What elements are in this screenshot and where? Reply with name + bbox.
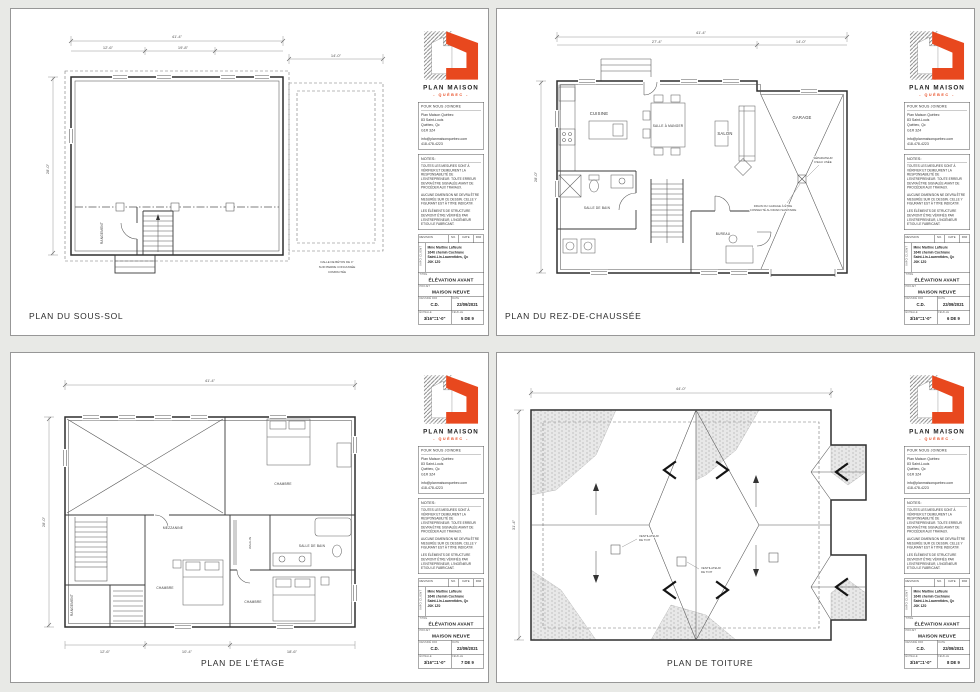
notes-box (904, 154, 970, 230)
scale-sheet-row (419, 310, 484, 324)
projet-label: PROJET (905, 284, 916, 288)
date-cell: DATE 22/09/2021 (937, 640, 970, 654)
titre-value: ÉLÉVATION AVANT (428, 620, 474, 627)
title-block-lower (904, 578, 970, 668)
room-label-chambre: CHAMBRE (156, 586, 174, 590)
title-block (416, 11, 486, 338)
drawn-by-cell: DESSINÉ PAR C.D. (905, 296, 937, 310)
sheet-title: PLAN DU REZ-DE-CHAUSSÉE (505, 311, 642, 321)
contact-line: Québec, Qc (421, 467, 440, 472)
garage-interior (753, 95, 843, 277)
contact-box (904, 102, 970, 149)
client-address (426, 243, 484, 272)
vent-label: VENTILATEUR (701, 566, 721, 570)
contact-box (904, 446, 970, 493)
client-line: Saint-Lin-Laurentides, Qc (427, 255, 469, 260)
logo-house-cutout (918, 381, 938, 418)
client-line: Mme Martine Lafleure (913, 589, 948, 594)
client-line: Mme Martine Lafleure (427, 589, 462, 594)
note-paragraph: LES ÉLÉMENTS DE STRUCTURE DEVRONT ÊTRE VÉRIFIÉS PAR L'ENTREPRENEUR, L'INGÉNIEUR ET/OU LE FABRICANT. (421, 553, 472, 571)
scale-cell: ÉCHELLE 3/16"=1'-0" (905, 310, 937, 324)
note-paragraph: AUCUNE DIMENSION NE DEVRA ÊTRE MESURÉE SUR CE DESSIN. CELLE Y FIGURANT EST À TITRE INDICATIF. (907, 537, 966, 550)
revision-col-par: PAR (959, 235, 970, 243)
vent-label: DE TOIT (701, 570, 713, 574)
drawn-by-value: C.D. (916, 645, 925, 651)
scale-value: 3/16"=1'-0" (423, 659, 446, 665)
room-label-bureau: BUREAU (715, 232, 731, 236)
client-line: 1640 chemin Cochrane (427, 594, 464, 599)
slope-arrows (593, 462, 847, 598)
svg-text:DALLE DE BÉTON DE 4": DALLE DE BÉTON DE 4" (320, 260, 354, 264)
sheet-number-cell: FEUILLE 7 DE 9 (451, 654, 484, 668)
contact-line: Plan Maison Québec (421, 113, 454, 118)
dimension-label: 31'-4" (511, 519, 516, 531)
logo-house-cutout (432, 381, 452, 418)
contact-phone: 418-478-4223 (421, 142, 443, 146)
projet-row (905, 284, 970, 296)
contact-email: info@planmaisonquebec.com (907, 481, 954, 485)
client-address (912, 243, 970, 272)
client-line: Mme Martine Lafleure (427, 245, 462, 250)
logo-house-cutout (918, 37, 938, 74)
scale-cell: ÉCHELLE 3/16"=1'-0" (419, 654, 451, 668)
spacer (907, 477, 967, 481)
room-label-rangement: RANGEMENT (100, 221, 104, 245)
svg-text:DRAIN DU GARAGE À ÊTRE: DRAIN DU GARAGE À ÊTRE (753, 204, 793, 208)
dimension-label: 12'-6" (102, 45, 114, 50)
client-line: J0K 1Z0 (913, 604, 927, 609)
notes-box (904, 498, 970, 574)
dimension-label: 18'-6" (286, 649, 298, 654)
contact-line: G1R 3Z4 (421, 472, 436, 477)
notes-header: NOTES: (907, 500, 967, 506)
client-line: Mme Martine Lafleure (913, 245, 948, 250)
sheet-number-cell: FEUILLE 6 DE 9 (937, 310, 970, 324)
room-label-salle-de-bain: SALLE DE BAIN (298, 544, 326, 548)
contact-header: POUR NOUS JOINDRE (421, 105, 481, 112)
revision-row (419, 579, 484, 587)
scale-cell: ÉCHELLE 3/16"=1'-0" (419, 310, 451, 324)
walkin-closet (234, 520, 236, 565)
contact-header: POUR NOUS JOINDRE (907, 105, 967, 112)
sheet-number-value: 6 DE 9 (946, 315, 960, 321)
logo-orange-mark (932, 375, 964, 423)
client-line: 1640 chemin Cochrane (913, 594, 950, 599)
client-address (912, 587, 970, 616)
sheet-number-value: 7 DE 9 (460, 659, 474, 665)
room-label-chambre: CHAMBRE (244, 600, 262, 604)
revision-label: REVISION (419, 235, 433, 239)
contact-line: 83 Saint-Louis (907, 462, 930, 467)
projet-value: MAISON NEUVE (917, 632, 956, 639)
scale-sheet-row (905, 654, 970, 668)
dimension-label: 19'-8" (177, 45, 189, 50)
revision-label: REVISION (419, 579, 433, 583)
client-line: Saint-Lin-Laurentides, Qc (913, 599, 955, 604)
notes-header: NOTES: (421, 156, 481, 162)
stairs (651, 179, 683, 243)
salon-furniture (715, 106, 755, 175)
open-to-below-area (67, 419, 223, 513)
sheet-number-value: 8 DE 9 (946, 659, 960, 665)
client-address (426, 587, 484, 616)
titre-row (905, 616, 970, 628)
title-block (902, 11, 972, 338)
contact-line: Plan Maison Québec (421, 457, 454, 462)
contact-line: 83 Saint-Louis (907, 118, 930, 123)
foundation-note (319, 259, 356, 274)
projet-row (419, 628, 484, 640)
notes-box (418, 498, 484, 574)
contact-line: Québec, Qc (907, 123, 926, 128)
brand-region: - QUÉBEC - (433, 92, 469, 97)
dimension-label: 28'-0" (45, 163, 50, 175)
toiture-drawing (501, 355, 903, 673)
title-block (416, 355, 486, 682)
date-value: 22/09/2021 (456, 645, 478, 651)
revision-col-date: DATE (945, 579, 960, 587)
logo-orange-mark (446, 31, 478, 79)
sheet-plan-du-sous-sol (10, 8, 489, 336)
footing-dashed-outline (65, 71, 289, 261)
drawn-date-row (905, 296, 970, 310)
scale-sheet-row (419, 654, 484, 668)
room-label-garage: GARAGE (792, 115, 812, 120)
spacer (421, 133, 481, 137)
svg-text:SUR PIERRE CONCASSÉE: SUR PIERRE CONCASSÉE (318, 265, 356, 269)
brand-name: PLAN MAISON (909, 84, 965, 91)
client-line: J0K 1Z0 (913, 260, 927, 265)
date-cell: DATE 22/09/2021 (451, 640, 484, 654)
revision-col-date: DATE (459, 235, 474, 243)
drawn-by-cell: DESSINÉ PAR C.D. (905, 640, 937, 654)
client-line: Saint-Lin-Laurentides, Qc (913, 255, 955, 260)
bedroom-center-furniture (173, 560, 223, 605)
contact-phone: 418-478-4223 (907, 142, 929, 146)
dimension-label: 27'-4" (651, 39, 663, 44)
dimension-label: 41'-4" (204, 378, 216, 383)
bathroom-fixtures (273, 518, 351, 566)
revision-col-par: PAR (959, 579, 970, 587)
basement-windows (68, 74, 270, 144)
client-line: 1640 chemin Cochrane (913, 250, 950, 255)
garage-foundation-dashed (289, 83, 383, 251)
date-value: 22/09/2021 (456, 301, 478, 307)
lower-stairs-storage (113, 591, 143, 621)
interior-walls (65, 417, 355, 627)
projet-label: PROJET (905, 628, 916, 632)
dimension-label: 44'-0" (675, 386, 687, 391)
title-block-lower (418, 578, 484, 668)
projet-row (419, 284, 484, 296)
titre-label: TITRE (905, 272, 914, 276)
projet-label: PROJET (419, 284, 430, 288)
projet-row (905, 628, 970, 640)
sheet-plan-du-rez-de-chaussee (496, 8, 975, 336)
scale-cell: ÉCHELLE 3/16"=1'-0" (905, 654, 937, 668)
note-paragraph: TOUTES LES MESURES SONT À VÉRIFIER ET DEMEURENT LA RESPONSABILITÉ DE L'ENTREPRENEUR. TOUTE ERREUR DEVRA ÊTRE SIGNALÉE AVANT DE PROCÉDER AUX TRAVAUX. (421, 164, 476, 190)
titre-value: ÉLÉVATION AVANT (914, 620, 960, 627)
sheet-number-value: 5 DE 9 (460, 315, 474, 321)
dimension-lines (45, 34, 385, 255)
revision-row (419, 235, 484, 243)
revision-col-no: NO. (934, 579, 945, 587)
title-block (902, 355, 972, 682)
drawn-date-row (419, 640, 484, 654)
contact-phone: 418-478-4223 (421, 486, 443, 490)
logo-hatched-square (424, 31, 452, 79)
notes-header: NOTES: (907, 156, 967, 162)
titre-row (419, 616, 484, 628)
basement-stairs (143, 211, 173, 255)
revision-label: REVISION (905, 579, 919, 583)
exterior-walls (65, 417, 355, 627)
dimension-label: 14'-0" (330, 53, 342, 58)
drawn-date-row (905, 640, 970, 654)
sheet-number-cell: FEUILLE 5 DE 9 (451, 310, 484, 324)
note-paragraph: TOUTES LES MESURES SONT À VÉRIFIER ET DEMEURENT LA RESPONSABILITÉ DE L'ENTREPRENEUR. TOUTE ERREUR DEVRA ÊTRE SIGNALÉE AVANT DE PROCÉDER AUX TRAVAUX. (421, 508, 476, 534)
dimension-label: 28'-0" (41, 516, 46, 528)
titre-label: TITRE (905, 616, 914, 620)
logo-hatched-square (424, 375, 452, 423)
projet-value: MAISON NEUVE (431, 288, 470, 295)
drawn-date-row (419, 296, 484, 310)
projet-value: MAISON NEUVE (431, 632, 470, 639)
contact-header: POUR NOUS JOINDRE (421, 449, 481, 456)
titre-value: ÉLÉVATION AVANT (428, 276, 474, 283)
revision-label: REVISION (905, 235, 919, 239)
revision-col-date: DATE (459, 579, 474, 587)
vent-label: VENTILATEUR (639, 534, 659, 538)
front-door (643, 77, 660, 95)
date-value: 22/09/2021 (942, 645, 964, 651)
sheet-number-cell: FEUILLE 8 DE 9 (937, 654, 970, 668)
svg-text:CONNECTÉ AU DRAIN SANITAIRE: CONNECTÉ AU DRAIN SANITAIRE (749, 208, 797, 212)
contact-line: G1R 3Z4 (421, 128, 436, 133)
titre-row (419, 272, 484, 284)
room-label-salon: SALON (717, 131, 733, 136)
client-line: Saint-Lin-Laurentides, Qc (427, 599, 469, 604)
room-labels (156, 482, 325, 604)
room-label-rangement: RANGEMENT (70, 593, 74, 617)
brand-region: - QUÉBEC - (919, 92, 955, 97)
dimension-label: 14'-0" (795, 39, 807, 44)
room-label-salle-a-manger: SALLE À MANGER (652, 124, 684, 128)
dimension-label: 41'-4" (695, 30, 707, 35)
bedroom-topright-furniture (267, 419, 351, 467)
room-label-salle-de-bain: SALLE DE BAIN (583, 206, 611, 210)
contact-box (418, 446, 484, 493)
vent-label: DE TOIT (639, 538, 651, 542)
sheet-plan-de-l-etage (10, 352, 489, 683)
client-info-vertical-label: INFO CLIENT (905, 243, 912, 272)
contact-line: Plan Maison Québec (907, 457, 940, 462)
client-line: 1640 chemin Cochrane (427, 250, 464, 255)
logo-orange-mark (932, 31, 964, 79)
dimension-label: 10'-4" (181, 649, 193, 654)
drawn-by-value: C.D. (430, 301, 439, 307)
roof-vents (611, 534, 778, 574)
brand-region: - QUÉBEC - (433, 436, 469, 441)
room-label-chambre: CHAMBRE (274, 482, 292, 486)
client-info-row (419, 242, 484, 272)
titre-label: TITRE (419, 272, 428, 276)
revision-col-par: PAR (473, 579, 484, 587)
contact-line: Plan Maison Québec (907, 113, 940, 118)
laundry-fixtures (563, 239, 595, 253)
brand-name: PLAN MAISON (423, 428, 479, 435)
brand-name: PLAN MAISON (423, 84, 479, 91)
exterior-stair-bump (115, 255, 155, 273)
room-label-mezzanine: MEZZANINE (162, 526, 184, 530)
client-info-row (905, 586, 970, 616)
revision-col-no: NO. (448, 235, 459, 243)
spacer (907, 133, 967, 137)
sheet-plan-de-toiture (496, 352, 975, 683)
upper-stairs (75, 517, 107, 581)
revision-col-no: NO. (448, 579, 459, 587)
sous-sol-drawing (15, 11, 417, 329)
notes-box (418, 154, 484, 230)
title-block-lower (904, 234, 970, 324)
projet-value: MAISON NEUVE (917, 288, 956, 295)
svg-text:D'EAU USÉE: D'EAU USÉE (814, 160, 832, 164)
room-label-cuisine: CUISINE (589, 111, 609, 116)
garage-drain-notes (750, 155, 833, 212)
drawn-by-cell: DESSINÉ PAR C.D. (419, 640, 451, 654)
dimension-label: 28'-0" (533, 171, 538, 183)
bedroom-bottomright-furniture (273, 577, 329, 621)
note-paragraph: LES ÉLÉMENTS DE STRUCTURE DEVRONT ÊTRE VÉRIFIÉS PAR L'ENTREPRENEUR, L'INGÉNIEUR ET/OU LE FABRICANT. (907, 209, 958, 227)
notes-header: NOTES: (421, 500, 481, 506)
dimension-label: 12'-6" (99, 649, 111, 654)
scale-value: 3/16"=1'-0" (909, 315, 932, 321)
contact-email: info@planmaisonquebec.com (421, 137, 468, 141)
plan-maison-quebec-logo (909, 372, 965, 427)
date-cell: DATE 22/09/2021 (937, 296, 970, 310)
contact-phone: 418-478-4223 (907, 486, 929, 490)
client-info-vertical-label: INFO CLIENT (419, 243, 426, 272)
exterior-walls (557, 81, 847, 273)
dimension-label: 41'-4" (171, 34, 183, 39)
logo-house-cutout (432, 37, 452, 74)
client-info-vertical-label: INFO CLIENT (905, 587, 912, 616)
titre-value: ÉLÉVATION AVANT (914, 276, 960, 283)
note-paragraph: AUCUNE DIMENSION NE DEVRA ÊTRE MESURÉE SUR CE DESSIN. CELLE Y FIGURANT EST À TITRE INDICATIF. (907, 193, 966, 206)
scale-value: 3/16"=1'-0" (423, 315, 446, 321)
revision-col-no: NO. (934, 235, 945, 243)
client-line: J0K 1Z0 (427, 260, 441, 265)
etage-drawing (15, 355, 417, 673)
sheet-title: PLAN DE TOITURE (667, 658, 754, 668)
contact-box (418, 102, 484, 149)
brand-name: PLAN MAISON (909, 428, 965, 435)
rez-de-chaussee-drawing (501, 11, 903, 329)
client-info-row (905, 242, 970, 272)
note-paragraph: TOUTES LES MESURES SONT À VÉRIFIER ET DEMEURENT LA RESPONSABILITÉ DE L'ENTREPRENEUR. TOUTE ERREUR DEVRA ÊTRE SIGNALÉE AVANT DE PROCÉDER AUX TRAVAUX. (907, 508, 962, 534)
contact-line: 83 Saint-Louis (421, 118, 444, 123)
revision-row (905, 235, 970, 243)
svg-text:COMPACTÉE: COMPACTÉE (327, 270, 347, 274)
logo-hatched-square (910, 31, 938, 79)
logo-orange-mark (446, 375, 478, 423)
titre-row (905, 272, 970, 284)
plan-maison-quebec-logo (909, 28, 965, 83)
revision-col-par: PAR (473, 235, 484, 243)
contact-header: POUR NOUS JOINDRE (907, 449, 967, 456)
bathroom-walls-and-fixtures (557, 171, 636, 229)
note-paragraph: AUCUNE DIMENSION NE DEVRA ÊTRE MESURÉE SUR CE DESSIN. CELLE Y FIGURANT EST À TITRE INDICATIF. (421, 193, 480, 206)
client-info-vertical-label: INFO CLIENT (419, 587, 426, 616)
contact-line: 83 Saint-Louis (421, 462, 444, 467)
kitchen-fixtures (559, 85, 627, 171)
revision-col-date: DATE (945, 235, 960, 243)
scale-sheet-row (905, 310, 970, 324)
note-paragraph: LES ÉLÉMENTS DE STRUCTURE DEVRONT ÊTRE VÉRIFIÉS PAR L'ENTREPRENEUR, L'INGÉNIEUR ET/OU LE FABRICANT. (421, 209, 472, 227)
svg-text:SÉPARATEUR: SÉPARATEUR (813, 156, 833, 160)
room-labels (584, 111, 812, 236)
note-paragraph: AUCUNE DIMENSION NE DEVRA ÊTRE MESURÉE SUR CE DESSIN. CELLE Y FIGURANT EST À TITRE INDICATIF. (421, 537, 480, 550)
projet-label: PROJET (419, 628, 430, 632)
contact-line: G1R 3Z4 (907, 472, 922, 477)
drawn-by-value: C.D. (916, 301, 925, 307)
date-cell: DATE 22/09/2021 (451, 296, 484, 310)
beam-line-and-posts (75, 203, 279, 211)
contact-email: info@planmaisonquebec.com (421, 481, 468, 485)
note-paragraph: LES ÉLÉMENTS DE STRUCTURE DEVRONT ÊTRE VÉRIFIÉS PAR L'ENTREPRENEUR, L'INGÉNIEUR ET/OU LE FABRICANT. (907, 553, 958, 571)
spacer (421, 477, 481, 481)
contact-line: G1R 3Z4 (907, 128, 922, 133)
sheet-title: PLAN DE L'ÉTAGE (201, 658, 285, 668)
scale-value: 3/16"=1'-0" (909, 659, 932, 665)
title-block-lower (418, 234, 484, 324)
revision-row (905, 579, 970, 587)
titre-label: TITRE (419, 616, 428, 620)
logo-hatched-square (910, 375, 938, 423)
drawn-by-cell: DESSINÉ PAR C.D. (419, 296, 451, 310)
plan-maison-quebec-logo (423, 28, 479, 83)
contact-line: Québec, Qc (421, 123, 440, 128)
contact-email: info@planmaisonquebec.com (907, 137, 954, 141)
client-info-row (419, 586, 484, 616)
brand-region: - QUÉBEC - (919, 436, 955, 441)
windows (554, 78, 818, 276)
drawn-by-value: C.D. (430, 645, 439, 651)
client-line: J0K 1Z0 (427, 604, 441, 609)
sheet-title: PLAN DU SOUS-SOL (29, 311, 124, 321)
plan-maison-quebec-logo (423, 372, 479, 427)
room-label-walk-in: WALK-IN (248, 537, 252, 549)
storage-room-walls (121, 207, 137, 255)
note-paragraph: TOUTES LES MESURES SONT À VÉRIFIER ET DEMEURENT LA RESPONSABILITÉ DE L'ENTREPRENEUR. TOUTE ERREUR DEVRA ÊTRE SIGNALÉE AVANT DE PROCÉDER AUX TRAVAUX. (907, 164, 962, 190)
contact-line: Québec, Qc (907, 467, 926, 472)
date-value: 22/09/2021 (942, 301, 964, 307)
